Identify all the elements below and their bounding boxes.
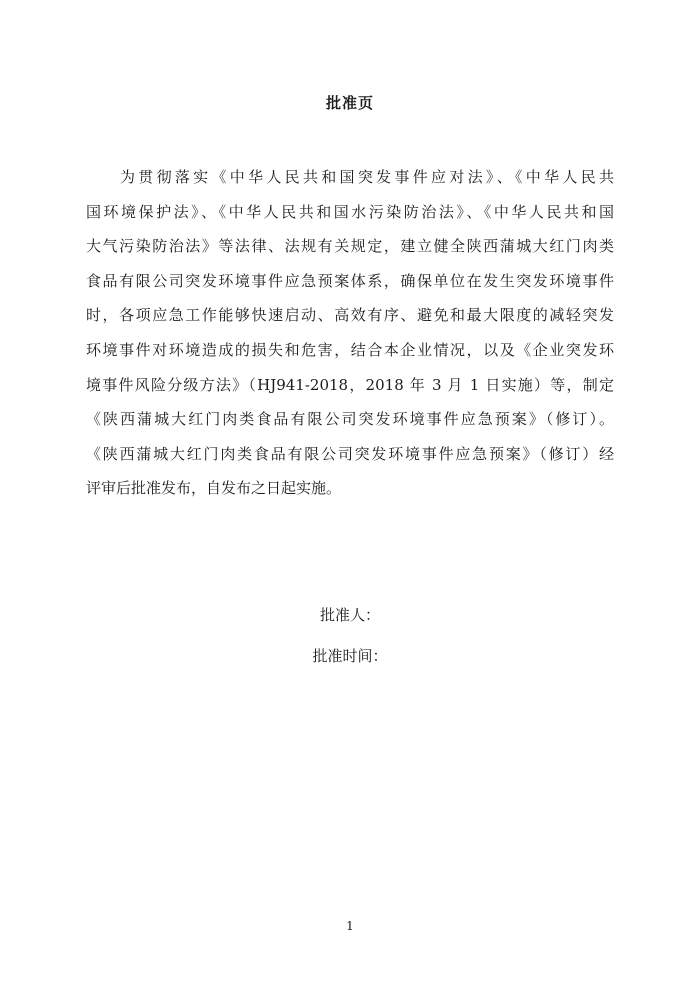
approval-time-label: 批准时间： [312,647,388,665]
statement-line: 大气污染防治法》等法律、法规有关规定，建立健全陕西蒲城大红门肉类 [86,237,614,256]
statement-line: 为贯彻落实《中华人民共和国突发事件应对法》、《中华人民共 [120,168,614,186]
page-title: 批准页 [325,94,374,112]
statement-line: 《陕西蒲城大红门肉类食品有限公司突发环境事件应急预案》（修订）经 [86,444,614,463]
statement-line: 环境事件对环境造成的损失和危害，结合本企业情况，以及《企业突发环 [86,340,614,359]
approval-statement [86,160,614,506]
statement-line: 《陕西蒲城大红门肉类食品有限公司突发环境事件应急预案》（修订）。 [86,410,614,429]
statement-line: 国环境保护法》、《中华人民共和国水污染防治法》、《中华人民共和国 [86,202,614,221]
statement-line: 评审后批准发布，自发布之日起实施。 [86,479,342,498]
statement-line: 食品有限公司突发环境事件应急预案体系，确保单位在发生突发环境事件 [86,271,614,290]
statement-line: 境事件风险分级方法》（HJ941-2018，2018 年 3 月 1 日实施）等，制定 [86,375,614,394]
approver-label: 批准人： [319,606,380,624]
page-number: 1 [346,919,354,933]
statement-line: 时，各项应急工作能够快速启动、高效有序、避免和最大限度的减轻突发 [86,306,614,325]
